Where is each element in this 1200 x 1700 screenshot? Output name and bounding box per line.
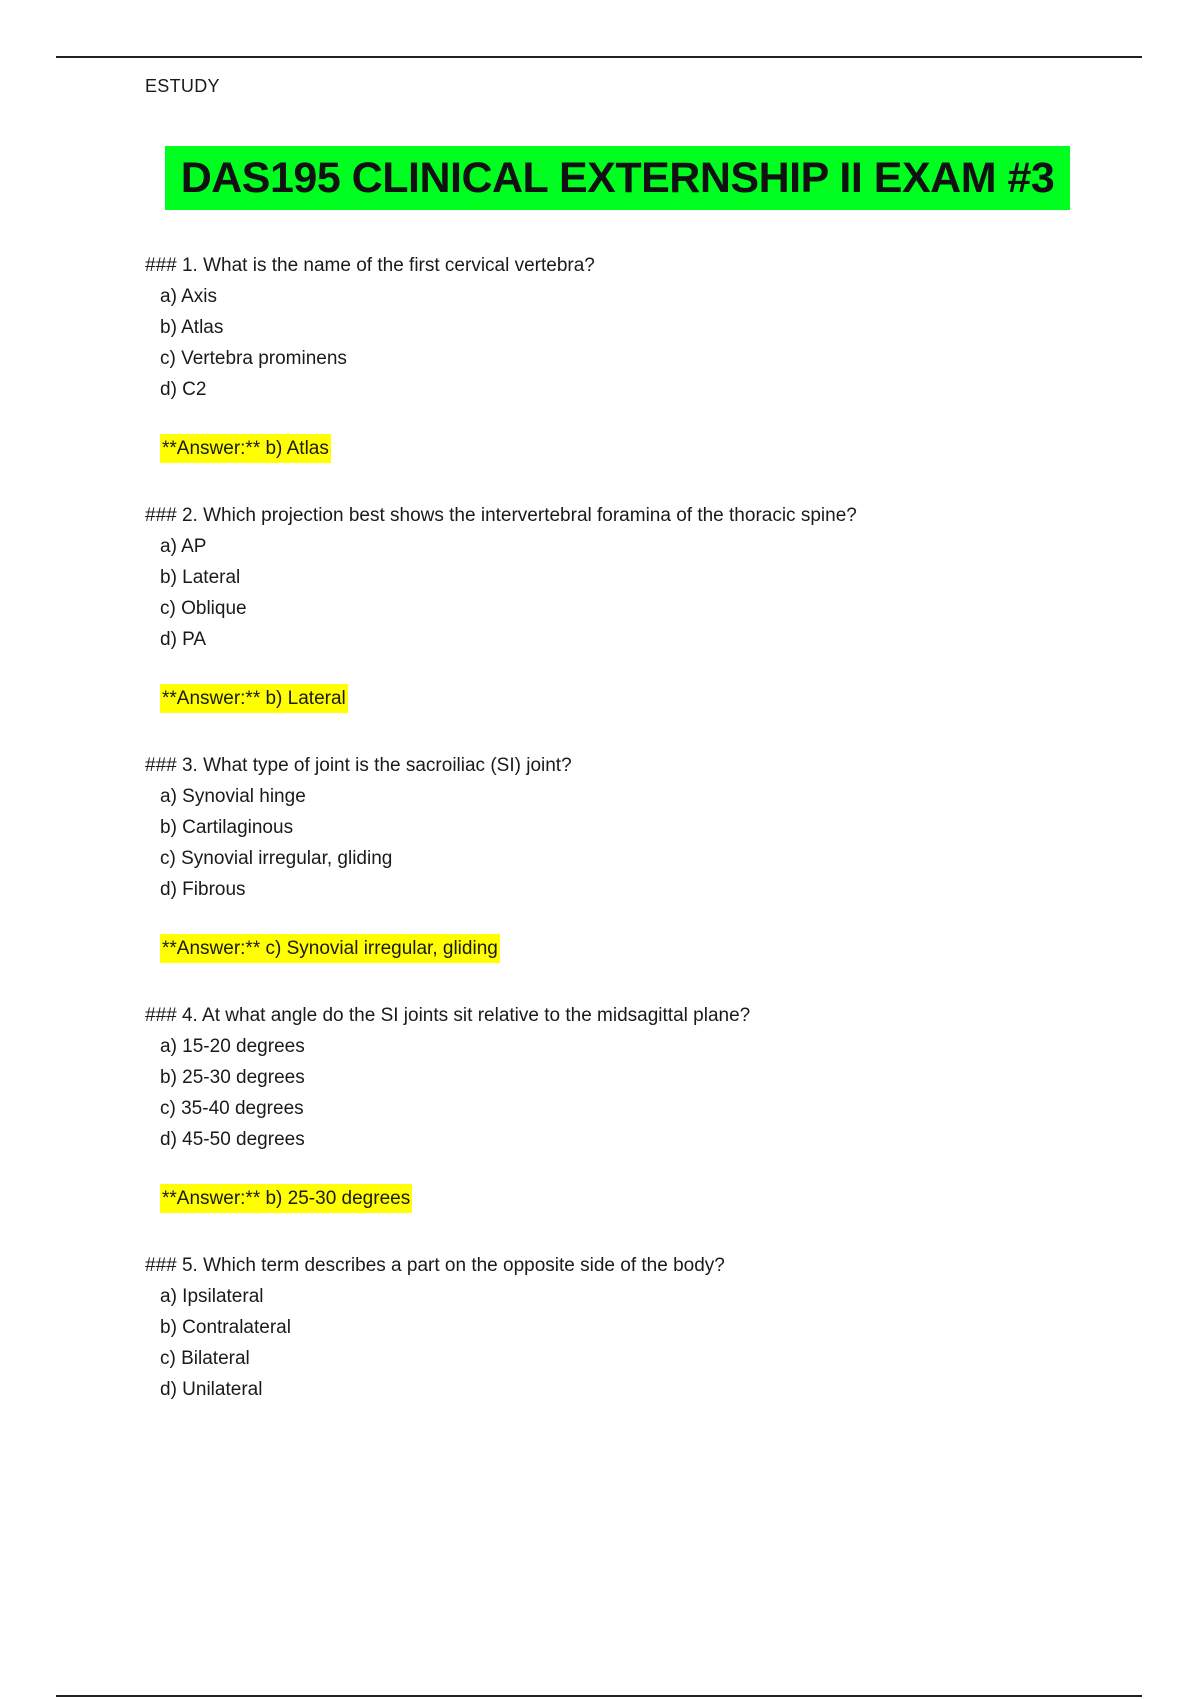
question-4 xyxy=(145,1000,1145,1250)
question-text: ### 4. At what angle do the SI joints sit relative to the midsagittal plane? xyxy=(145,1005,751,1026)
option-c: c) Vertebra prominens xyxy=(160,348,347,369)
question-list xyxy=(145,250,1145,1500)
question-text: ### 1. What is the name of the first cervical vertebra? xyxy=(145,255,595,276)
question-text: ### 5. Which term describes a part on the opposite side of the body? xyxy=(145,1255,725,1276)
option-b: b) Lateral xyxy=(160,567,241,588)
bottom-rule xyxy=(56,1695,1142,1697)
option-d: d) C2 xyxy=(160,379,207,400)
answer-highlight: **Answer:** c) Synovial irregular, gliding xyxy=(160,934,500,963)
question-3 xyxy=(145,750,1145,1000)
option-b: b) Atlas xyxy=(160,317,224,338)
option-a: a) Axis xyxy=(160,286,218,307)
option-b: b) Cartilaginous xyxy=(160,817,294,838)
option-d: d) Unilateral xyxy=(160,1379,263,1400)
question-5 xyxy=(145,1250,1145,1500)
question-text: ### 3. What type of joint is the sacroiliac (SI) joint? xyxy=(145,755,572,776)
header-brand: ESTUDY xyxy=(145,76,220,96)
option-b: b) 25-30 degrees xyxy=(160,1067,305,1088)
option-b: b) Contralateral xyxy=(160,1317,291,1338)
option-c: c) Bilateral xyxy=(160,1348,250,1369)
option-d: d) 45-50 degrees xyxy=(160,1129,305,1150)
answer-highlight: **Answer:** b) Atlas xyxy=(160,434,331,463)
question-2 xyxy=(145,500,1145,750)
option-a: a) Synovial hinge xyxy=(160,786,306,807)
option-c: c) Synovial irregular, gliding xyxy=(160,848,393,869)
question-1 xyxy=(145,250,1145,500)
option-a: a) Ipsilateral xyxy=(160,1286,264,1307)
option-d: d) PA xyxy=(160,629,207,650)
answer-highlight: **Answer:** b) 25-30 degrees xyxy=(160,1184,412,1213)
answer-row xyxy=(145,934,1145,964)
option-a: a) AP xyxy=(160,536,207,557)
option-a: a) 15-20 degrees xyxy=(160,1036,305,1057)
option-d: d) Fibrous xyxy=(160,879,246,900)
top-rule xyxy=(56,56,1142,58)
answer-row xyxy=(145,434,1145,464)
document-title: DAS195 CLINICAL EXTERNSHIP II EXAM #3 xyxy=(180,153,1055,202)
title-highlight xyxy=(165,146,1070,210)
option-c: c) Oblique xyxy=(160,598,247,619)
answer-row xyxy=(145,1184,1145,1214)
answer-row xyxy=(145,684,1145,714)
answer-highlight: **Answer:** b) Lateral xyxy=(160,684,348,713)
question-text: ### 2. Which projection best shows the intervertebral foramina of the thoracic spine? xyxy=(145,505,857,526)
option-c: c) 35-40 degrees xyxy=(160,1098,304,1119)
